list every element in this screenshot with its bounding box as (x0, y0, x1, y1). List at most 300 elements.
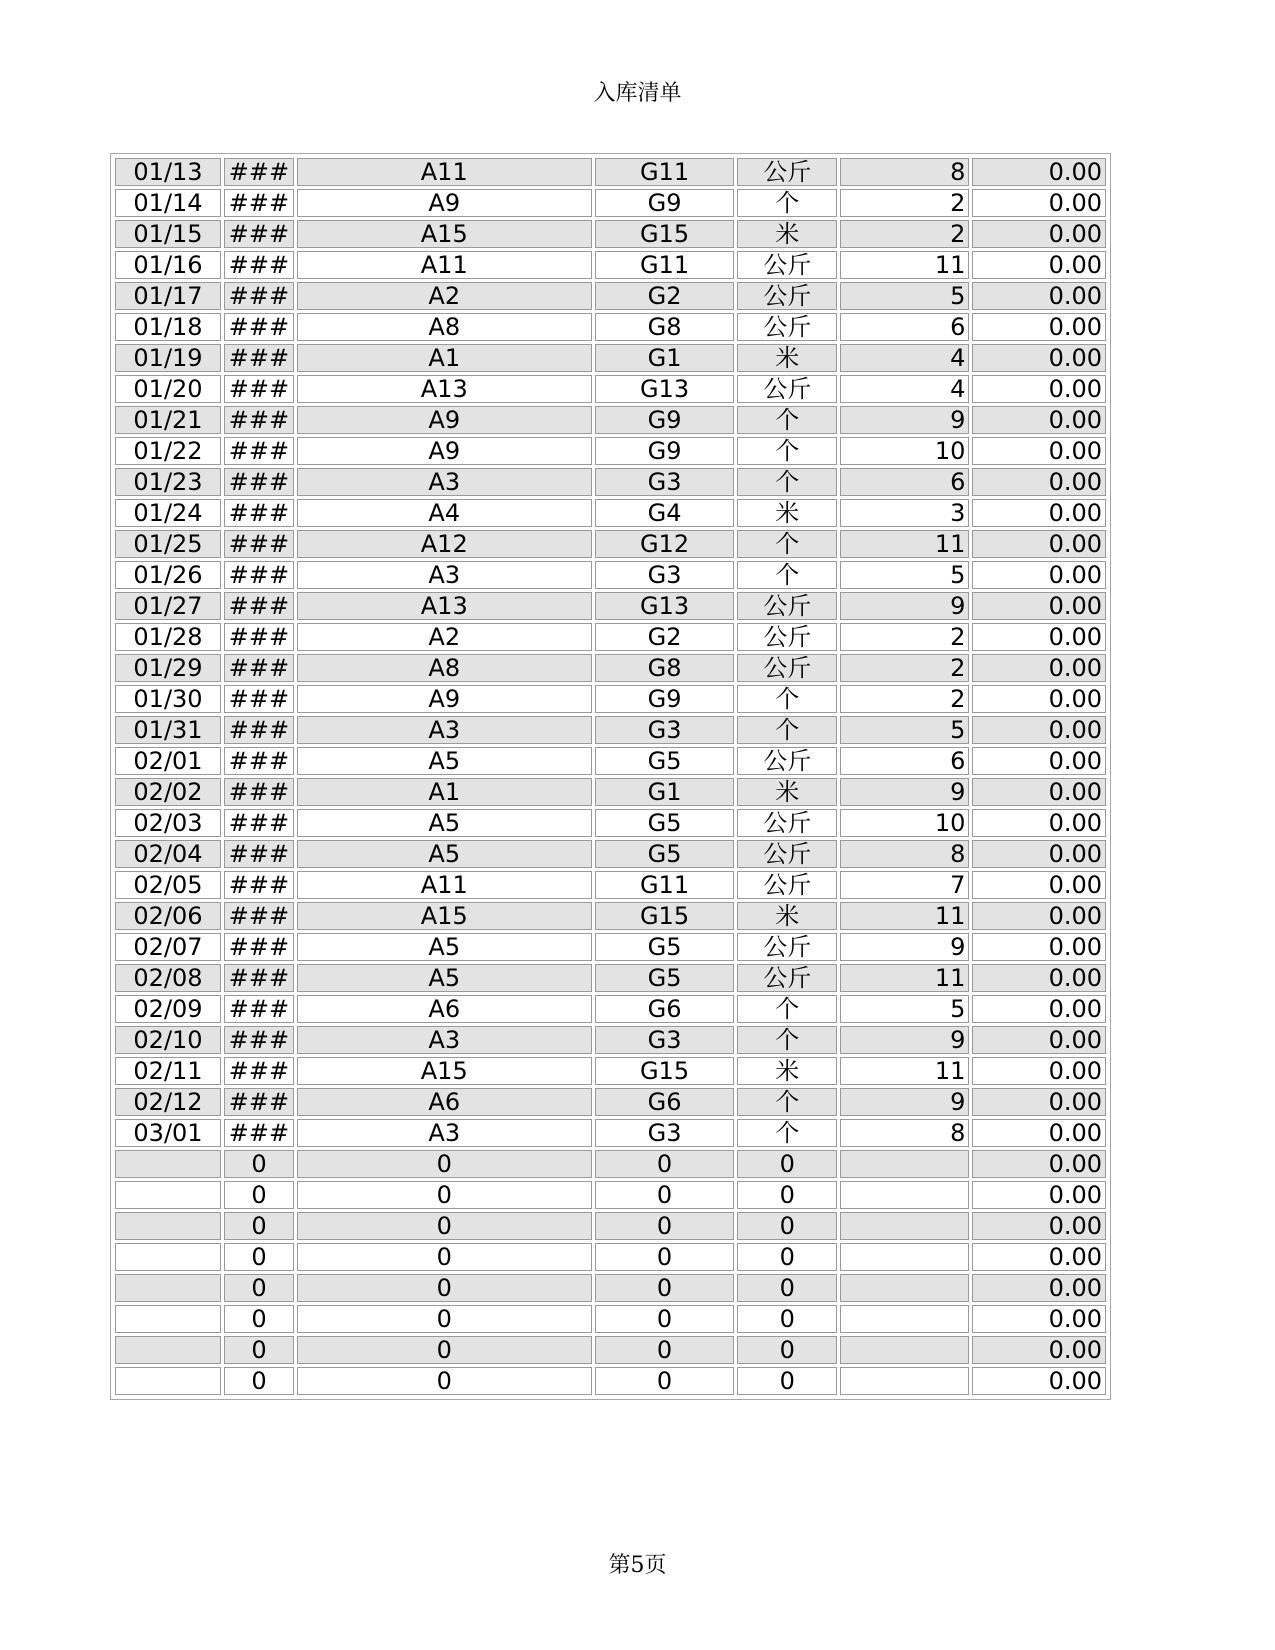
item-cell: A9 (297, 406, 592, 434)
item-cell: 0 (297, 1150, 592, 1178)
table-row (115, 1367, 1106, 1395)
spec-cell: G15 (595, 220, 735, 248)
spec-cell: G2 (595, 623, 735, 651)
amount-cell: 0.00 (972, 654, 1106, 682)
spec-cell: G5 (595, 809, 735, 837)
unit-cell: 公斤 (737, 592, 837, 620)
spec-cell: G5 (595, 747, 735, 775)
unit-cell: 个 (737, 1088, 837, 1116)
table-row (115, 592, 1106, 620)
table-row (115, 189, 1106, 217)
spec-cell: 0 (595, 1212, 735, 1240)
table-row (115, 1243, 1106, 1271)
quantity-cell: 2 (840, 685, 969, 713)
item-cell: A13 (297, 375, 592, 403)
code-cell: 0 (224, 1150, 294, 1178)
spec-cell: 0 (595, 1305, 735, 1333)
quantity-cell: 4 (840, 344, 969, 372)
unit-cell: 个 (737, 530, 837, 558)
date-cell: 01/28 (115, 623, 221, 651)
item-cell: A3 (297, 468, 592, 496)
unit-cell: 公斤 (737, 251, 837, 279)
quantity-cell: 8 (840, 1119, 969, 1147)
spec-cell: G1 (595, 778, 735, 806)
spec-cell: 0 (595, 1243, 735, 1271)
date-cell: 01/20 (115, 375, 221, 403)
date-cell: 01/16 (115, 251, 221, 279)
unit-cell: 个 (737, 1026, 837, 1054)
amount-cell: 0.00 (972, 933, 1106, 961)
date-cell: 01/29 (115, 654, 221, 682)
code-cell: ### (224, 654, 294, 682)
item-cell: A1 (297, 778, 592, 806)
spec-cell: G1 (595, 344, 735, 372)
table-row (115, 437, 1106, 465)
unit-cell: 0 (737, 1367, 837, 1395)
unit-cell: 0 (737, 1274, 837, 1302)
item-cell: A11 (297, 871, 592, 899)
amount-cell: 0.00 (972, 623, 1106, 651)
unit-cell: 0 (737, 1305, 837, 1333)
spec-cell: G9 (595, 189, 735, 217)
table-row (115, 1150, 1106, 1178)
amount-cell: 0.00 (972, 530, 1106, 558)
code-cell: ### (224, 344, 294, 372)
unit-cell: 公斤 (737, 654, 837, 682)
amount-cell: 0.00 (972, 1088, 1106, 1116)
quantity-cell: 6 (840, 313, 969, 341)
table-row (115, 1026, 1106, 1054)
code-cell: ### (224, 375, 294, 403)
unit-cell: 米 (737, 220, 837, 248)
item-cell: A12 (297, 530, 592, 558)
unit-cell: 个 (737, 437, 837, 465)
date-cell: 02/08 (115, 964, 221, 992)
quantity-cell: 5 (840, 995, 969, 1023)
spec-cell: 0 (595, 1181, 735, 1209)
unit-cell: 0 (737, 1181, 837, 1209)
table-row (115, 871, 1106, 899)
amount-cell: 0.00 (972, 871, 1106, 899)
quantity-cell: 8 (840, 158, 969, 186)
spec-cell: G3 (595, 716, 735, 744)
date-cell (115, 1336, 221, 1364)
item-cell: A3 (297, 1026, 592, 1054)
amount-cell: 0.00 (972, 220, 1106, 248)
code-cell: 0 (224, 1181, 294, 1209)
quantity-cell: 5 (840, 716, 969, 744)
table-row (115, 685, 1106, 713)
date-cell: 02/12 (115, 1088, 221, 1116)
code-cell: ### (224, 220, 294, 248)
spec-cell: G11 (595, 871, 735, 899)
spec-cell: G8 (595, 313, 735, 341)
date-cell: 01/19 (115, 344, 221, 372)
date-cell: 03/01 (115, 1119, 221, 1147)
date-cell: 01/14 (115, 189, 221, 217)
unit-cell: 公斤 (737, 964, 837, 992)
code-cell: ### (224, 778, 294, 806)
item-cell: 0 (297, 1212, 592, 1240)
table-row (115, 623, 1106, 651)
unit-cell: 个 (737, 406, 837, 434)
table-body (115, 158, 1106, 1395)
quantity-cell (840, 1274, 969, 1302)
item-cell: A15 (297, 220, 592, 248)
spec-cell: 0 (595, 1336, 735, 1364)
table-row (115, 778, 1106, 806)
spec-cell: G3 (595, 561, 735, 589)
code-cell: ### (224, 530, 294, 558)
code-cell: ### (224, 437, 294, 465)
quantity-cell (840, 1367, 969, 1395)
item-cell: A4 (297, 499, 592, 527)
amount-cell: 0.00 (972, 1057, 1106, 1085)
code-cell: 0 (224, 1336, 294, 1364)
date-cell: 02/04 (115, 840, 221, 868)
amount-cell: 0.00 (972, 592, 1106, 620)
amount-cell: 0.00 (972, 840, 1106, 868)
date-cell: 01/18 (115, 313, 221, 341)
item-cell: 0 (297, 1336, 592, 1364)
amount-cell: 0.00 (972, 902, 1106, 930)
quantity-cell: 10 (840, 437, 969, 465)
quantity-cell: 4 (840, 375, 969, 403)
unit-cell: 个 (737, 995, 837, 1023)
code-cell: 0 (224, 1274, 294, 1302)
table-row (115, 716, 1106, 744)
code-cell: ### (224, 871, 294, 899)
table-row (115, 313, 1106, 341)
table-row (115, 251, 1106, 279)
code-cell: ### (224, 1026, 294, 1054)
item-cell: A3 (297, 716, 592, 744)
amount-cell: 0.00 (972, 716, 1106, 744)
item-cell: A6 (297, 995, 592, 1023)
item-cell: 0 (297, 1274, 592, 1302)
quantity-cell: 5 (840, 561, 969, 589)
quantity-cell: 5 (840, 282, 969, 310)
date-cell: 01/30 (115, 685, 221, 713)
table-row (115, 468, 1106, 496)
date-cell: 01/24 (115, 499, 221, 527)
date-cell: 01/25 (115, 530, 221, 558)
code-cell: ### (224, 251, 294, 279)
spec-cell: G6 (595, 1088, 735, 1116)
quantity-cell: 10 (840, 809, 969, 837)
item-cell: 0 (297, 1181, 592, 1209)
item-cell: A9 (297, 189, 592, 217)
quantity-cell: 7 (840, 871, 969, 899)
table-row (115, 499, 1106, 527)
spec-cell: G13 (595, 375, 735, 403)
amount-cell: 0.00 (972, 251, 1106, 279)
unit-cell: 米 (737, 778, 837, 806)
spec-cell: 0 (595, 1150, 735, 1178)
date-cell: 01/17 (115, 282, 221, 310)
quantity-cell: 8 (840, 840, 969, 868)
unit-cell: 个 (737, 716, 837, 744)
table-row (115, 840, 1106, 868)
item-cell: A2 (297, 623, 592, 651)
amount-cell: 0.00 (972, 158, 1106, 186)
code-cell: 0 (224, 1243, 294, 1271)
unit-cell: 米 (737, 902, 837, 930)
code-cell: ### (224, 158, 294, 186)
unit-cell: 个 (737, 189, 837, 217)
amount-cell: 0.00 (972, 1274, 1106, 1302)
amount-cell: 0.00 (972, 1243, 1106, 1271)
table-row (115, 375, 1106, 403)
code-cell: ### (224, 313, 294, 341)
date-cell (115, 1181, 221, 1209)
amount-cell: 0.00 (972, 1026, 1106, 1054)
amount-cell: 0.00 (972, 468, 1106, 496)
amount-cell: 0.00 (972, 685, 1106, 713)
unit-cell: 0 (737, 1243, 837, 1271)
date-cell (115, 1212, 221, 1240)
unit-cell: 公斤 (737, 623, 837, 651)
unit-cell: 0 (737, 1336, 837, 1364)
table-row (115, 406, 1106, 434)
page-number: 第5页 (608, 1553, 667, 1578)
code-cell: ### (224, 499, 294, 527)
item-cell: A9 (297, 437, 592, 465)
table-row (115, 220, 1106, 248)
spec-cell: G15 (595, 1057, 735, 1085)
table-row (115, 1336, 1106, 1364)
date-cell: 02/10 (115, 1026, 221, 1054)
quantity-cell: 6 (840, 747, 969, 775)
table-row (115, 530, 1106, 558)
unit-cell: 公斤 (737, 933, 837, 961)
item-cell: A15 (297, 902, 592, 930)
unit-cell: 个 (737, 685, 837, 713)
code-cell: ### (224, 933, 294, 961)
amount-cell: 0.00 (972, 189, 1106, 217)
code-cell: ### (224, 747, 294, 775)
amount-cell: 0.00 (972, 1212, 1106, 1240)
quantity-cell: 9 (840, 406, 969, 434)
spec-cell: G12 (595, 530, 735, 558)
code-cell: ### (224, 623, 294, 651)
quantity-cell: 11 (840, 902, 969, 930)
quantity-cell: 3 (840, 499, 969, 527)
item-cell: A2 (297, 282, 592, 310)
date-cell: 01/21 (115, 406, 221, 434)
code-cell: ### (224, 189, 294, 217)
item-cell: A9 (297, 685, 592, 713)
amount-cell: 0.00 (972, 1119, 1106, 1147)
amount-cell: 0.00 (972, 809, 1106, 837)
unit-cell: 米 (737, 1057, 837, 1085)
unit-cell: 公斤 (737, 809, 837, 837)
code-cell: ### (224, 406, 294, 434)
quantity-cell (840, 1181, 969, 1209)
amount-cell: 0.00 (972, 995, 1106, 1023)
table-row (115, 964, 1106, 992)
code-cell: ### (224, 809, 294, 837)
table-row (115, 747, 1106, 775)
code-cell: ### (224, 964, 294, 992)
amount-cell: 0.00 (972, 1336, 1106, 1364)
amount-cell: 0.00 (972, 499, 1106, 527)
quantity-cell: 11 (840, 1057, 969, 1085)
quantity-cell (840, 1243, 969, 1271)
amount-cell: 0.00 (972, 282, 1106, 310)
unit-cell: 公斤 (737, 158, 837, 186)
amount-cell: 0.00 (972, 747, 1106, 775)
date-cell (115, 1150, 221, 1178)
amount-cell: 0.00 (972, 1367, 1106, 1395)
item-cell: A3 (297, 561, 592, 589)
spec-cell: G9 (595, 685, 735, 713)
unit-cell: 米 (737, 499, 837, 527)
spec-cell: G11 (595, 158, 735, 186)
quantity-cell (840, 1212, 969, 1240)
amount-cell: 0.00 (972, 1150, 1106, 1178)
unit-cell: 0 (737, 1212, 837, 1240)
date-cell: 02/06 (115, 902, 221, 930)
spec-cell: G9 (595, 406, 735, 434)
unit-cell: 公斤 (737, 871, 837, 899)
table-row (115, 561, 1106, 589)
item-cell: A8 (297, 654, 592, 682)
date-cell: 01/23 (115, 468, 221, 496)
date-cell (115, 1243, 221, 1271)
date-cell: 02/02 (115, 778, 221, 806)
date-cell: 02/07 (115, 933, 221, 961)
date-cell: 02/01 (115, 747, 221, 775)
date-cell: 02/05 (115, 871, 221, 899)
quantity-cell (840, 1305, 969, 1333)
code-cell: 0 (224, 1305, 294, 1333)
date-cell: 01/31 (115, 716, 221, 744)
code-cell: 0 (224, 1367, 294, 1395)
code-cell: ### (224, 282, 294, 310)
unit-cell: 公斤 (737, 282, 837, 310)
item-cell: 0 (297, 1305, 592, 1333)
amount-cell: 0.00 (972, 375, 1106, 403)
unit-cell: 米 (737, 344, 837, 372)
quantity-cell: 9 (840, 592, 969, 620)
amount-cell: 0.00 (972, 1181, 1106, 1209)
code-cell: ### (224, 840, 294, 868)
quantity-cell: 9 (840, 933, 969, 961)
amount-cell: 0.00 (972, 1305, 1106, 1333)
code-cell: ### (224, 468, 294, 496)
quantity-cell (840, 1336, 969, 1364)
quantity-cell (840, 1150, 969, 1178)
spec-cell: 0 (595, 1367, 735, 1395)
inventory-table (110, 153, 1111, 1400)
unit-cell: 0 (737, 1150, 837, 1178)
spec-cell: 0 (595, 1274, 735, 1302)
quantity-cell: 6 (840, 468, 969, 496)
spec-cell: G9 (595, 437, 735, 465)
amount-cell: 0.00 (972, 964, 1106, 992)
date-cell: 01/26 (115, 561, 221, 589)
date-cell: 01/13 (115, 158, 221, 186)
table-row (115, 1088, 1106, 1116)
item-cell: A11 (297, 251, 592, 279)
item-cell: A1 (297, 344, 592, 372)
table-row (115, 1181, 1106, 1209)
spec-cell: G13 (595, 592, 735, 620)
date-cell: 01/22 (115, 437, 221, 465)
quantity-cell: 2 (840, 623, 969, 651)
table-row (115, 902, 1106, 930)
item-cell: A6 (297, 1088, 592, 1116)
quantity-cell: 2 (840, 220, 969, 248)
unit-cell: 个 (737, 468, 837, 496)
code-cell: ### (224, 1088, 294, 1116)
amount-cell: 0.00 (972, 561, 1106, 589)
spec-cell: G11 (595, 251, 735, 279)
unit-cell: 个 (737, 561, 837, 589)
table-row (115, 1212, 1106, 1240)
spec-cell: G4 (595, 499, 735, 527)
table-row (115, 1305, 1106, 1333)
spec-cell: G15 (595, 902, 735, 930)
date-cell: 01/15 (115, 220, 221, 248)
code-cell: ### (224, 902, 294, 930)
table-row (115, 995, 1106, 1023)
spec-cell: G5 (595, 964, 735, 992)
item-cell: A5 (297, 809, 592, 837)
item-cell: A5 (297, 747, 592, 775)
quantity-cell: 11 (840, 964, 969, 992)
unit-cell: 公斤 (737, 747, 837, 775)
spec-cell: G5 (595, 933, 735, 961)
table-row (115, 809, 1106, 837)
code-cell: ### (224, 592, 294, 620)
item-cell: A15 (297, 1057, 592, 1085)
table-row (115, 1057, 1106, 1085)
code-cell: ### (224, 995, 294, 1023)
quantity-cell: 9 (840, 1088, 969, 1116)
date-cell (115, 1274, 221, 1302)
spec-cell: G6 (595, 995, 735, 1023)
quantity-cell: 2 (840, 189, 969, 217)
spec-cell: G3 (595, 1119, 735, 1147)
unit-cell: 公斤 (737, 840, 837, 868)
code-cell: ### (224, 1057, 294, 1085)
amount-cell: 0.00 (972, 344, 1106, 372)
item-cell: A5 (297, 933, 592, 961)
spec-cell: G3 (595, 1026, 735, 1054)
spec-cell: G5 (595, 840, 735, 868)
quantity-cell: 9 (840, 778, 969, 806)
date-cell: 02/03 (115, 809, 221, 837)
item-cell: A13 (297, 592, 592, 620)
amount-cell: 0.00 (972, 313, 1106, 341)
table-row (115, 1274, 1106, 1302)
date-cell (115, 1367, 221, 1395)
table-row (115, 1119, 1106, 1147)
amount-cell: 0.00 (972, 778, 1106, 806)
spec-cell: G3 (595, 468, 735, 496)
unit-cell: 个 (737, 1119, 837, 1147)
item-cell: A5 (297, 964, 592, 992)
table-row (115, 158, 1106, 186)
date-cell: 02/11 (115, 1057, 221, 1085)
code-cell: ### (224, 716, 294, 744)
unit-cell: 公斤 (737, 375, 837, 403)
spec-cell: G8 (595, 654, 735, 682)
item-cell: A8 (297, 313, 592, 341)
amount-cell: 0.00 (972, 437, 1106, 465)
